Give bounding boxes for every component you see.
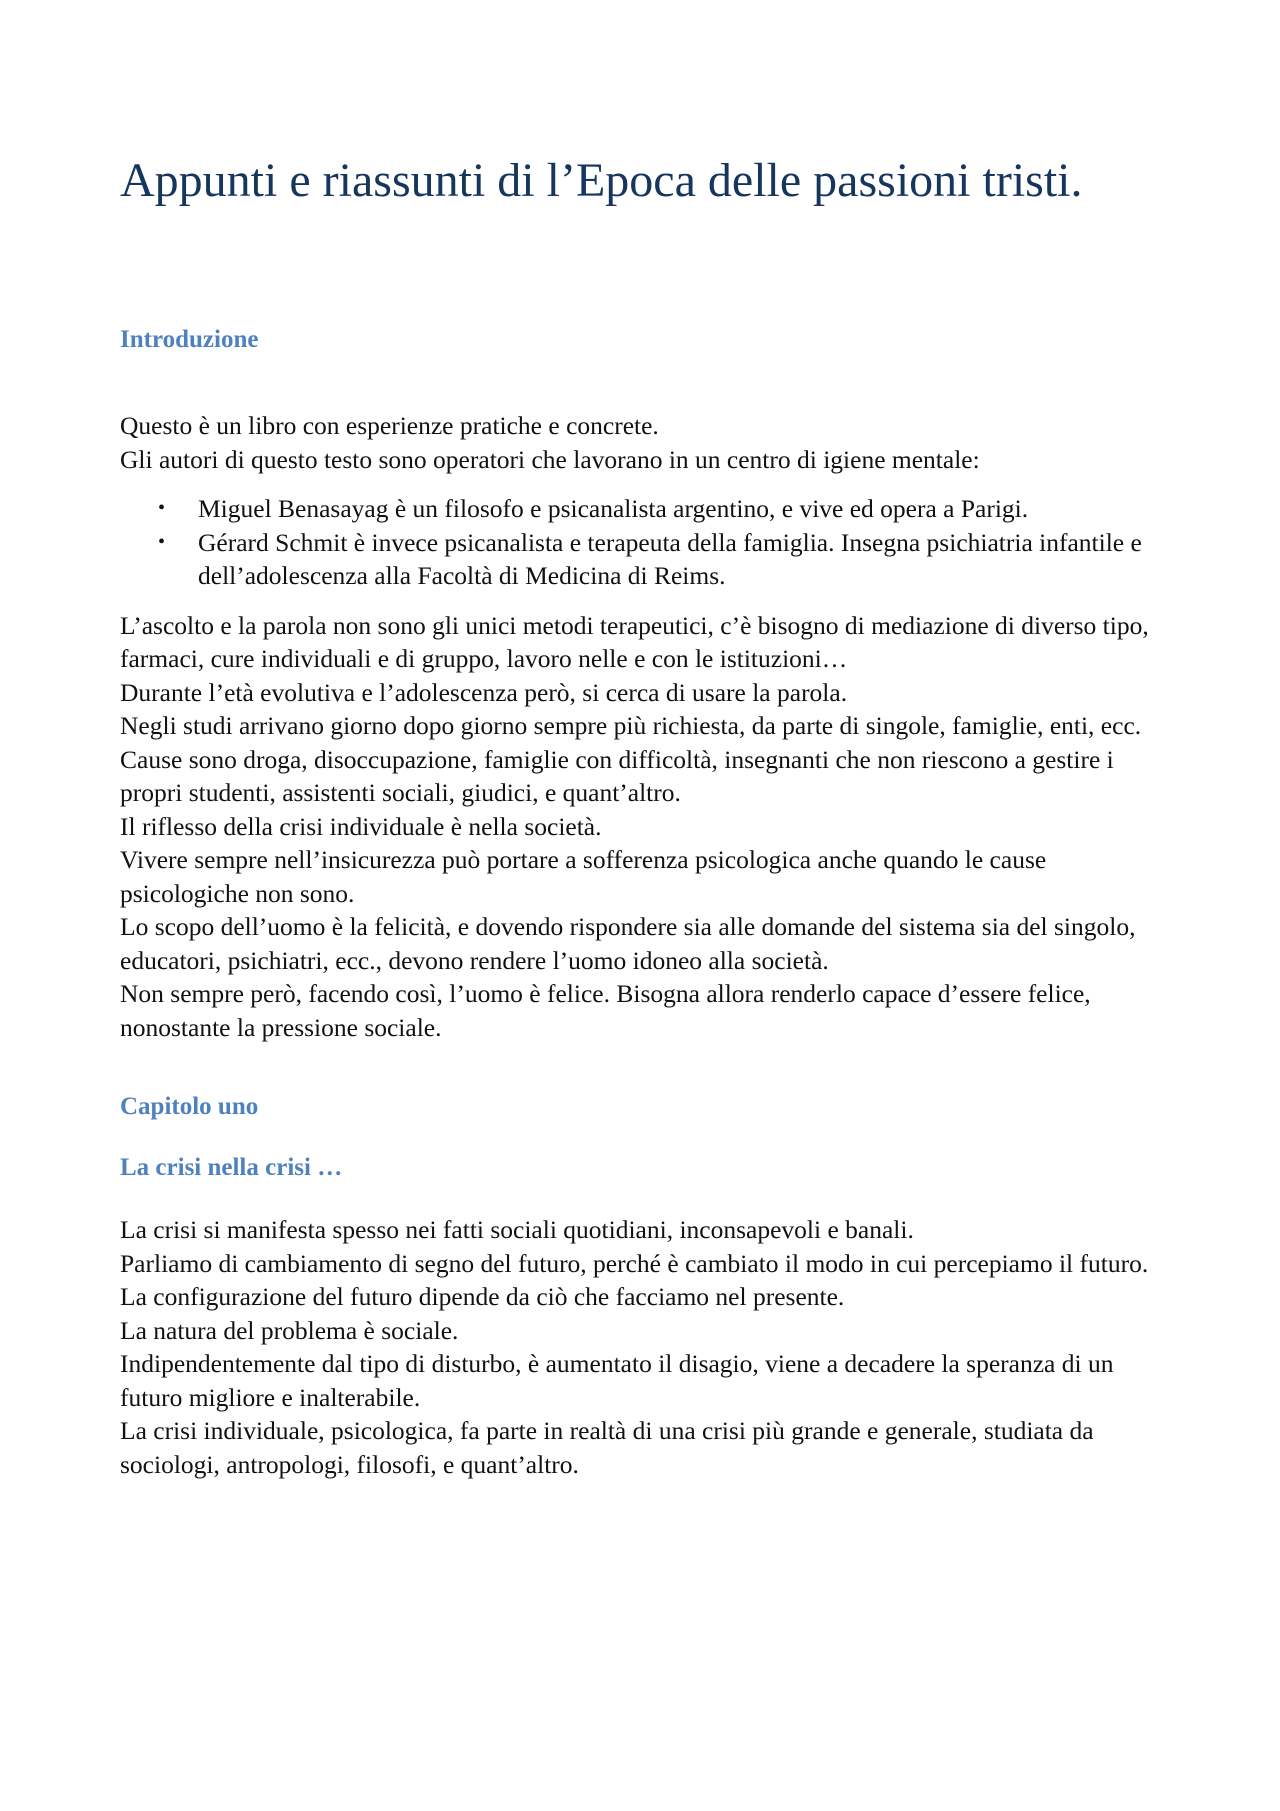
section-chapter-one	[120, 1090, 1160, 1481]
paragraph: Durante l’età evolutiva e l’adolescenza però, si cerca di usare la parola.	[120, 677, 848, 707]
chapter-heading: Capitolo uno	[120, 1093, 259, 1120]
section-introduction	[120, 323, 1160, 1044]
list-item	[158, 526, 1160, 593]
paragraph: Indipendentemente dal tipo di disturbo, è aumentato il disagio, viene a decadere la speranza di un futuro migliore e inalterabile.	[120, 1349, 1114, 1412]
paragraph: Vivere sempre nell’insicurezza può portare a sofferenza psicologica anche quando le cause psicologiche non sono.	[120, 845, 1047, 908]
paragraph: La configurazione del futuro dipende da ciò che facciamo nel presente.	[120, 1282, 845, 1311]
paragraph: Parliamo di cambiamento di segno del futuro, perché è cambiato il modo in cui percepiamo il futuro.	[120, 1248, 1149, 1278]
paragraph: Negli studi arrivano giorno dopo giorno sempre più richiesta, da parte di singole, famiglie, enti, ecc.	[120, 711, 1142, 740]
bullet-icon: •	[158, 497, 166, 519]
intro-line: Questo è un libro con esperienze pratiche e concrete.	[120, 411, 659, 440]
document-title: Appunti e riassunti di l’Epoca delle passioni tristi.	[120, 154, 1083, 207]
author-schmit-text: Gérard Schmit è invece psicanalista e terapeuta della famiglia. Insegna psichiatria infantile e dell’adolescenza alla Facoltà di Medicina di Reims.	[198, 527, 1142, 590]
paragraph: Non sempre però, facendo così, l’uomo è felice. Bisogna allora renderlo capace d’essere felice, nonostante la pressione sociale.	[120, 979, 1091, 1042]
paragraph: La crisi individuale, psicologica, fa parte in realtà di una crisi più grande e generale, studiata da sociologi, antropologi, filosofi, e quant’altro.	[120, 1416, 1094, 1479]
paragraph: L’ascolto e la parola non sono gli unici metodi terapeutici, c’è bisogno di mediazione di diverso tipo, farmaci, cure individuali e di gruppo, lavoro nelle e con le istituzioni…	[120, 610, 1149, 673]
paragraph: Lo scopo dell’uomo è la felicità, e dovendo rispondere sia alle domande del sistema sia del singolo, educatori, psichiatri, ecc., devono rendere l’uomo idoneo alla società.	[120, 912, 1136, 975]
author-benasayag-text: Miguel Benasayag è un filosofo e psicanalista argentino, e vive ed opera a Parigi.	[198, 494, 1029, 523]
list-item	[158, 492, 1160, 526]
paragraph: La natura del problema è sociale.	[120, 1315, 459, 1345]
paragraph: La crisi si manifesta spesso nei fatti sociali quotidiani, inconsapevoli e banali.	[120, 1215, 914, 1244]
paragraph: Il riflesso della crisi individuale è nella società.	[120, 811, 602, 841]
intro-heading: Introduzione	[120, 326, 259, 353]
paragraph: Cause sono droga, disoccupazione, famiglie con difficoltà, insegnanti che non riescono a gestire i propri studenti, assistenti sociali, giudici, e quant’altro.	[120, 744, 1114, 807]
authors-list	[120, 492, 1160, 593]
bullet-icon: •	[158, 530, 166, 553]
intro-line: Gli autori di questo testo sono operatori che lavorano in un centro di igiene mentale:	[120, 444, 980, 474]
chapter-subheading: La crisi nella crisi …	[120, 1154, 343, 1181]
